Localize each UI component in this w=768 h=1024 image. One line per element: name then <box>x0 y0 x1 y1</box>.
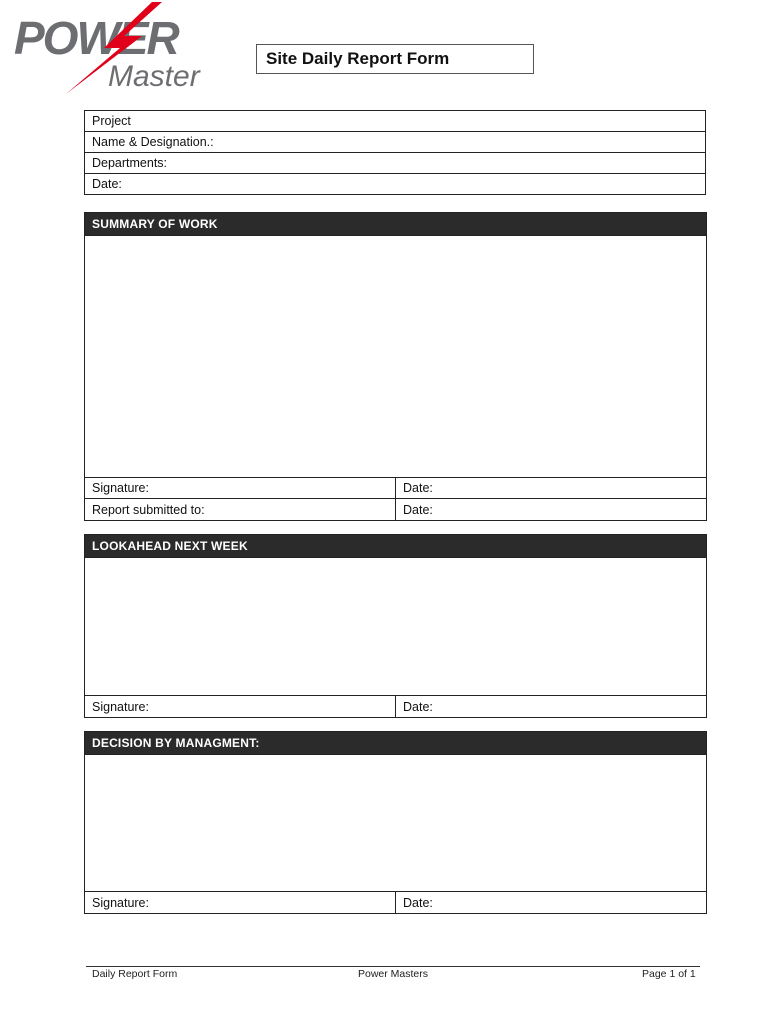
footer-divider <box>86 966 700 967</box>
power-master-logo <box>12 2 232 97</box>
submitted-date-field[interactable]: Date: <box>396 499 707 521</box>
lookahead-date-field[interactable]: Date: <box>396 696 707 718</box>
summary-heading: SUMMARY OF WORK <box>85 213 707 236</box>
decision-signature-field[interactable]: Signature: <box>85 892 396 914</box>
decision-section <box>84 731 707 914</box>
lookahead-heading: LOOKAHEAD NEXT WEEK <box>85 535 707 558</box>
form-title: Site Daily Report Form <box>256 44 534 74</box>
logo-word-power: POWER <box>14 12 178 64</box>
footer-doc-name: Daily Report Form <box>92 968 178 980</box>
lookahead-section <box>84 534 707 718</box>
footer-page-number: Page 1 of 1 <box>642 968 696 980</box>
departments-field[interactable]: Departments: <box>85 153 706 174</box>
summary-text-area[interactable] <box>85 236 707 478</box>
lookahead-signature-field[interactable]: Signature: <box>85 696 396 718</box>
decision-text-area[interactable] <box>85 755 707 892</box>
summary-date-field[interactable]: Date: <box>396 478 707 499</box>
decision-heading: DECISION BY MANAGMENT: <box>85 732 707 755</box>
date-field[interactable]: Date: <box>85 174 706 195</box>
info-table <box>84 110 706 195</box>
footer-company: Power Masters <box>358 968 429 980</box>
report-submitted-to-field[interactable]: Report submitted to: <box>85 499 396 521</box>
lookahead-text-area[interactable] <box>85 558 707 696</box>
logo-word-master: Master <box>108 60 200 93</box>
summary-signature-field[interactable]: Signature: <box>85 478 396 499</box>
decision-date-field[interactable]: Date: <box>396 892 707 914</box>
summary-section <box>84 212 707 521</box>
project-field[interactable]: Project <box>85 111 706 132</box>
name-designation-field[interactable]: Name & Designation.: <box>85 132 706 153</box>
